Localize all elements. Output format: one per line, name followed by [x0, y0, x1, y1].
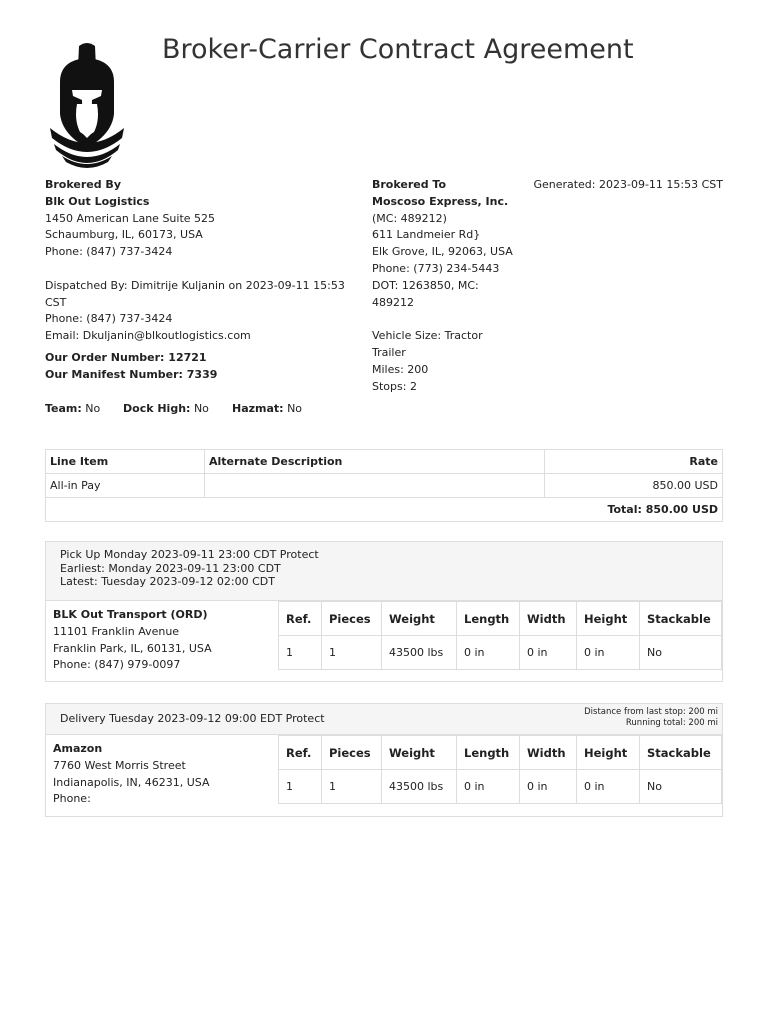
pickup-freight-table [278, 601, 722, 670]
column-header: Rate [545, 450, 723, 474]
delivery-address-line2: Indianapolis, IN, 46231, USA [53, 775, 210, 789]
carrier-phone: Phone: (773) 234-5443 [372, 261, 500, 275]
pieces-cell: 1 [322, 770, 382, 804]
manifest-number: Our Manifest Number: 7339 [45, 367, 218, 381]
hazmat-flag: Hazmat: No [232, 402, 303, 415]
column-header: Pieces [322, 736, 382, 770]
width-cell: 0 in [520, 770, 577, 804]
column-header: Width [520, 736, 577, 770]
delivery-time: Delivery Tuesday 2023-09-12 09:00 EDT Protect [60, 712, 325, 725]
team-flag: Team: No [45, 402, 101, 415]
column-header: Length [457, 602, 520, 636]
carrier-dot: DOT: 1263850, MC: [372, 278, 479, 292]
pickup-address-line1: 11101 Franklin Avenue [53, 624, 180, 638]
carrier-info [372, 177, 513, 395]
pickup-latest: Latest: Tuesday 2023-09-12 02:00 CDT [60, 575, 275, 588]
pieces-cell: 1 [322, 636, 382, 670]
page-title: Broker-Carrier Contract Agreement [162, 34, 634, 65]
delivery-header [46, 704, 722, 735]
column-header: Weight [382, 602, 457, 636]
broker-heading: Brokered By [45, 178, 121, 191]
height-cell: 0 in [577, 770, 640, 804]
table-header-row [279, 602, 722, 636]
height-cell: 0 in [577, 636, 640, 670]
delivery-phone: Phone: [53, 792, 91, 806]
column-header: Height [577, 736, 640, 770]
carrier-dot-cont: 489212 [372, 295, 414, 309]
width-cell: 0 in [520, 636, 577, 670]
length-cell: 0 in [457, 770, 520, 804]
pickup-location-name: BLK Out Transport (ORD) [53, 608, 208, 621]
distance-from-last-stop: Distance from last stop: 200 mi [584, 707, 718, 717]
column-header: Ref. [279, 602, 322, 636]
weight-cell: 43500 lbs [382, 636, 457, 670]
vehicle-size: Vehicle Size: Tractor [372, 329, 483, 343]
ref-cell: 1 [279, 770, 322, 804]
column-header: Alternate Description [205, 450, 545, 474]
total-cell: Total: 850.00 USD [46, 498, 723, 522]
dispatch-email: Email: Dkuljanin@blkoutlogistics.com [45, 329, 251, 343]
broker-name: Blk Out Logistics [45, 194, 150, 208]
broker-address-line2: Schaumburg, IL, 60173, USA [45, 228, 203, 242]
pickup-phone: Phone: (847) 979-0097 [53, 658, 181, 672]
table-row [46, 474, 723, 498]
column-header: Stackable [640, 736, 722, 770]
order-number: Our Order Number: 12721 [45, 350, 207, 364]
stops: Stops: 2 [372, 379, 417, 393]
spartan-helmet-logo [46, 38, 128, 174]
broker-info [45, 177, 345, 384]
line-item-cell: All-in Pay [46, 474, 205, 498]
ref-cell: 1 [279, 636, 322, 670]
table-row [279, 770, 722, 804]
dock-high-flag: Dock High: No [123, 402, 209, 415]
column-header: Weight [382, 736, 457, 770]
table-header-row [46, 450, 723, 474]
pickup-location [53, 607, 212, 674]
column-header: Pieces [322, 602, 382, 636]
column-header: Height [577, 602, 640, 636]
carrier-address-line2: Elk Grove, IL, 92063, USA [372, 245, 513, 259]
delivery-stop [45, 703, 723, 817]
delivery-freight-table [278, 735, 722, 804]
carrier-name: Moscoso Express, Inc. [372, 194, 509, 208]
pickup-time: Pick Up Monday 2023-09-11 23:00 CDT Protect [60, 548, 319, 561]
carrier-address-line1: 611 Landmeier Rd} [372, 228, 481, 242]
miles: Miles: 200 [372, 362, 429, 376]
delivery-location [53, 741, 209, 808]
table-header-row [279, 736, 722, 770]
column-header: Length [457, 736, 520, 770]
weight-cell: 43500 lbs [382, 770, 457, 804]
dispatch-phone: Phone: (847) 737-3424 [45, 312, 173, 326]
delivery-address-line1: 7760 West Morris Street [53, 758, 186, 772]
delivery-location-name: Amazon [53, 742, 103, 755]
line-items-table [45, 449, 723, 522]
table-row [279, 636, 722, 670]
length-cell: 0 in [457, 636, 520, 670]
delivery-distance [584, 707, 718, 728]
pickup-earliest: Earliest: Monday 2023-09-11 23:00 CDT [60, 561, 281, 575]
pickup-stop [45, 541, 723, 682]
running-total: Running total: 200 mi [625, 717, 718, 728]
broker-address-line1: 1450 American Lane Suite 525 [45, 211, 216, 225]
stackable-cell: No [640, 770, 722, 804]
description-cell [205, 474, 545, 498]
column-header: Stackable [640, 602, 722, 636]
column-header: Line Item [46, 450, 205, 474]
vehicle-size-cont: Trailer [372, 345, 406, 359]
broker-phone: Phone: (847) 737-3424 [45, 245, 173, 259]
column-header: Ref. [279, 736, 322, 770]
carrier-mc: (MC: 489212) [372, 211, 447, 225]
pickup-header [46, 542, 722, 601]
carrier-heading: Brokered To [372, 178, 447, 191]
dispatched-by-cont: CST [45, 295, 67, 309]
total-row [46, 498, 723, 522]
column-header: Width [520, 602, 577, 636]
dispatched-by: Dispatched By: Dimitrije Kuljanin on 2023-09-11 15:53 [45, 278, 345, 292]
generated-timestamp: Generated: 2023-09-11 15:53 CST [533, 178, 723, 191]
rate-cell: 850.00 USD [545, 474, 723, 498]
load-flags [45, 402, 302, 415]
stackable-cell: No [640, 636, 722, 670]
pickup-address-line2: Franklin Park, IL, 60131, USA [53, 641, 212, 655]
